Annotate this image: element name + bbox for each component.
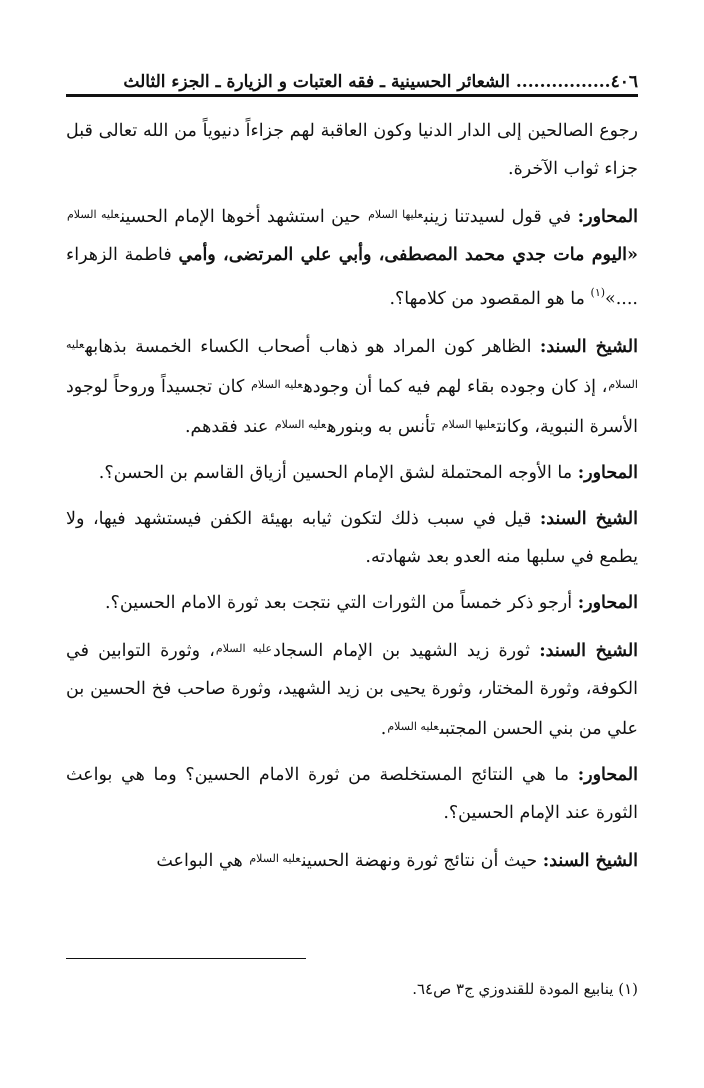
- paragraph-text: فاطمة الزهراء ....»: [66, 245, 638, 309]
- footnote: (١) ينابيع المودة للقندوزي ج٣ ص٦٤.: [412, 980, 638, 998]
- header-rule: [66, 94, 638, 97]
- blessing-mark: عليه السلام: [66, 338, 638, 391]
- footnote-rule: [66, 958, 306, 959]
- speaker-label: المحاور:: [577, 765, 638, 785]
- running-header: [66, 66, 638, 92]
- footnote-reference[interactable]: (١): [590, 286, 606, 299]
- page: [66, 0, 638, 1088]
- paragraph-text: ، إذ كان وجوده بقاء لهم فيه كما أن وجوده: [303, 377, 608, 397]
- paragraph-text: حيث أن نتائج ثورة ونهضة الحسين: [301, 851, 538, 871]
- paragraph-7: [66, 630, 638, 748]
- speaker-label: المحاور:: [577, 207, 638, 227]
- paragraph-text: ثورة زيد الشهيد بن الإمام السجاد: [273, 641, 531, 661]
- paragraph-text: تأنس به وبنوره: [327, 417, 436, 437]
- blessing-mark: عليه السلام: [67, 208, 120, 221]
- paragraph-text: كان تجسيداً وروحاً لوجود الأسرة النبوية، وكانت: [66, 377, 638, 437]
- paragraph-6: [66, 584, 638, 622]
- page-body: [66, 112, 638, 888]
- paragraph-text: ، وثورة التوابين في الكوفة، وثورة المختار، وثورة يحيى بن زيد الشهيد، وثورة صاحب فخ الحسين بن علي من بني الحسن المجتبى: [66, 641, 638, 739]
- header-title-text: الشعائر الحسينية ـ فقه العتبات و الزيارة ـ الجزء الثالث: [123, 72, 510, 92]
- paragraph-3: [66, 326, 638, 446]
- speaker-label: الشيخ السند:: [539, 641, 639, 661]
- paragraph-2: [66, 196, 638, 318]
- header-title: [123, 72, 638, 92]
- blessing-mark: عليه السلام: [251, 378, 303, 391]
- speaker-label: الشيخ السند:: [539, 509, 638, 529]
- speaker-label: المحاور:: [577, 593, 638, 613]
- paragraph-text: ما الأوجه المحتملة لشق الإمام الحسين أزياق القاسم بن الحسن؟.: [98, 463, 573, 483]
- blessing-mark: عليه السلام: [274, 418, 327, 431]
- paragraph-text: هي البواعث: [156, 851, 243, 871]
- speaker-label: المحاور:: [577, 463, 638, 483]
- blessing-mark: عليه السلام: [387, 720, 439, 733]
- header-dots: ................: [515, 72, 611, 92]
- speaker-label: الشيخ السند:: [542, 851, 638, 871]
- paragraph-5: [66, 500, 638, 576]
- paragraph-text: حين استشهد أخوها الإمام الحسين: [120, 207, 361, 227]
- paragraph-8: [66, 756, 638, 832]
- paragraph-text: ما هي النتائج المستخلصة من ثورة الامام الحسين؟ وما هي بواعث الثورة عند الإمام الحسين؟.: [66, 765, 638, 823]
- quoted-text: «اليوم مات جدي محمد المصطفى، وأبي علي المرتضى، وأمي: [178, 245, 638, 265]
- paragraph-1: [66, 112, 638, 188]
- header-page-number: ٤٠٦: [610, 72, 638, 92]
- paragraph-text: قيل في سبب ذلك لتكون ثيابه بهيئة الكفن فيستشهد فيها، ولا يطمع في سلبها منه العدو بعد شهادته.: [66, 509, 638, 567]
- blessing-mark: عليه السلام: [249, 852, 301, 865]
- paragraph-4: [66, 454, 638, 492]
- blessing-mark: عليها السلام: [441, 418, 496, 431]
- paragraph-text: عند فقدهم.: [184, 417, 269, 437]
- speaker-label: الشيخ السند:: [539, 337, 638, 357]
- paragraph-9: [66, 840, 638, 880]
- paragraph-text: الظاهر كون المراد هو ذهاب أصحاب الكساء الخمسة بذهابه: [85, 337, 532, 357]
- paragraph-text: أرجو ذكر خمساً من الثورات التي نتجت بعد ثورة الامام الحسين؟.: [104, 593, 573, 613]
- blessing-mark: عليها السلام: [368, 208, 423, 221]
- blessing-mark: عليه السلام: [215, 642, 273, 655]
- paragraph-text: في قول لسيدتنا زينب: [423, 207, 572, 227]
- paragraph-text: .: [380, 719, 387, 739]
- paragraph-text: ما هو المقصود من كلامها؟.: [389, 289, 585, 309]
- paragraph-text: رجوع الصالحين إلى الدار الدنيا وكون العاقبة لهم جزاءاً دنيوياً من الله تعالى قبل جزاء ثواب الآخرة.: [66, 121, 638, 179]
